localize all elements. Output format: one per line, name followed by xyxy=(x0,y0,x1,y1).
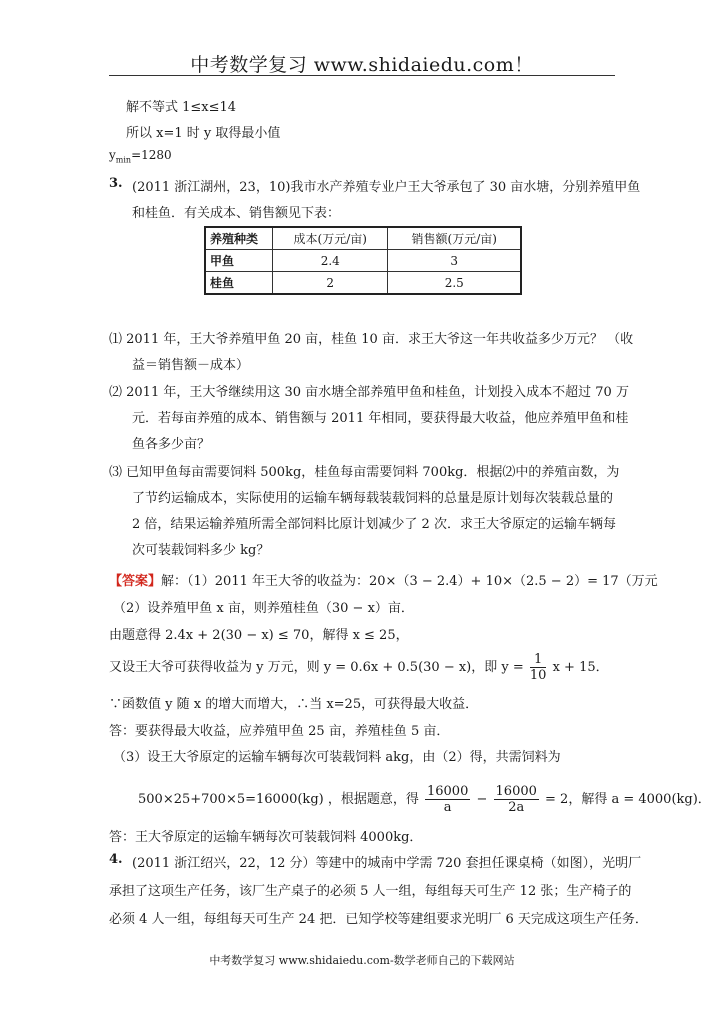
answer-line: （3）设王大爷原定的运输车辆每次可装载饲料 akg，由（2）得，共需饲料为 xyxy=(113,750,561,765)
table-header-row xyxy=(205,227,521,250)
question-1: ⑴ 2011 年，王大爷养殖甲鱼 20 亩，桂鱼 10 亩．求王大爷这一年共收益多少万元？ （收 xyxy=(109,332,634,347)
cost-sales-table xyxy=(204,226,522,295)
question-3: 了节约运输成本，实际使用的运输车辆每载装载饲料的总量是原计划每次装载总量的 xyxy=(132,491,614,506)
ymin-value: =1280 xyxy=(131,148,172,162)
problem-3-number: 3. xyxy=(109,176,123,191)
answer-line-1 xyxy=(109,570,658,589)
table-header-cell: 养殖种类 xyxy=(205,227,273,250)
question-3: 次可装载饲料多少 kg？ xyxy=(132,543,270,558)
fraction-16000-over-2a xyxy=(494,784,539,815)
answer-line: 答：要获得最大收益，应养殖甲鱼 25 亩，养殖桂鱼 5 亩． xyxy=(109,724,450,739)
question-3: ⑶ 已知甲鱼每亩需要饲料 500kg，桂鱼每亩需要饲料 700kg．根据⑵中的养殖亩数，为 xyxy=(109,465,620,480)
text-line: 解不等式 1≤x≤14 xyxy=(126,100,237,115)
table-cell: 2.4 xyxy=(273,250,388,272)
text-line: 所以 x=1 时 y 取得最小值 xyxy=(126,126,281,141)
answer-text: x + 15． xyxy=(552,660,609,675)
text-line-ymin xyxy=(109,148,172,164)
problem-4-text: 承担了这项生产任务，该厂生产桌子的必须 5 人一组，每组每天可生产 12 张；生产椅子的 xyxy=(109,884,632,899)
table-cell: 桂鱼 xyxy=(205,272,273,295)
fraction-denominator: a xyxy=(443,800,452,815)
question-3: 2 倍，结果运输养殖所需全部饲料比原计划减少了 2 次．求王大爷原定的运输车辆每 xyxy=(132,517,616,532)
problem-3-intro: (2011 浙江湖州，23，10)我市水产养殖专业户王大爷承包了 30 亩水塘，分别养殖甲鱼 xyxy=(132,180,641,195)
header-divider xyxy=(109,75,615,76)
table-row xyxy=(205,250,521,272)
fraction-numerator: 16000 xyxy=(495,784,537,799)
answer-text: = 2，解得 a = 4000(kg)． xyxy=(545,792,711,807)
question-2: 鱼各多少亩？ xyxy=(132,437,211,452)
page-header-title: 中考数学复习 www.shidaiedu.com！ xyxy=(190,54,534,76)
table-row xyxy=(205,272,521,295)
fraction-denominator: 10 xyxy=(529,668,547,683)
problem-4-number: 4. xyxy=(109,852,123,867)
ymin-subscript: min xyxy=(115,155,132,165)
answer-line-equation xyxy=(138,784,711,815)
problem-4-text: 必须 4 人一组，每组每天可生产 24 把．已知学校等建组要求光明厂 6 天完成这项生产任务． xyxy=(109,912,648,927)
answer-line: 答：王大爷原定的运输车辆每次可装载饲料 4000kg． xyxy=(109,830,423,845)
answer-text: 解：（1）2011 年王大爷的收益为：20×（3 − 2.4）+ 10×（2.5 − 2）= 17（万元 xyxy=(161,574,658,589)
table-header-cell: 销售额(万元/亩) xyxy=(388,227,521,250)
table-cell: 3 xyxy=(388,250,521,272)
page-footer: 中考数学复习 www.shidaiedu.com-数学老师自己的下载网站 xyxy=(209,954,515,967)
fraction-one-tenth xyxy=(530,652,547,683)
table-cell: 2.5 xyxy=(388,272,521,295)
problem-4-text: (2011 浙江绍兴，22，12 分）等建中的城南中学需 720 套担任课桌椅（如图），光明厂 xyxy=(132,856,642,871)
fraction-denominator: 2a xyxy=(508,800,525,815)
table-cell: 2 xyxy=(273,272,388,295)
problem-3-intro: 和桂鱼．有关成本、销售额见下表： xyxy=(132,206,341,221)
answer-line: 由题意得 2.4x + 2(30 − x) ≤ 70，解得 x ≤ 25， xyxy=(109,628,409,643)
answer-text: 500×25+700×5=16000(kg) ，根据题意，得 xyxy=(138,792,419,807)
table-header-cell: 成本(万元/亩) xyxy=(273,227,388,250)
question-2: ⑵ 2011 年，王大爷继续用这 30 亩水塘全部养殖甲鱼和桂鱼，计划投入成本不超过 70 万 xyxy=(109,385,629,400)
answer-line: ∵函数值 y 随 x 的增大而增大，∴当 x=25，可获得最大收益． xyxy=(109,697,479,712)
minus-sign: − xyxy=(476,792,488,807)
ymin-symbol: y xyxy=(109,148,116,162)
answer-tag: 【答案】 xyxy=(109,574,162,589)
question-2: 元．若每亩养殖的成本、销售额与 2011 年相同，要获得最大收益，他应养殖甲鱼和桂 xyxy=(132,411,629,426)
fraction-16000-over-a xyxy=(425,784,470,815)
answer-text: 又设王大爷可获得收益为 y 万元，则 y = 0.6x + 0.5(30 − x)，即 y = xyxy=(109,660,524,675)
question-1: 益＝销售额－成本） xyxy=(132,358,250,373)
table-cell: 甲鱼 xyxy=(205,250,273,272)
answer-line-fraction xyxy=(109,652,609,683)
fraction-numerator: 1 xyxy=(530,652,547,668)
answer-line: （2）设养殖甲鱼 x 亩，则养殖桂鱼（30 − x）亩． xyxy=(113,601,414,616)
fraction-numerator: 16000 xyxy=(426,784,469,799)
